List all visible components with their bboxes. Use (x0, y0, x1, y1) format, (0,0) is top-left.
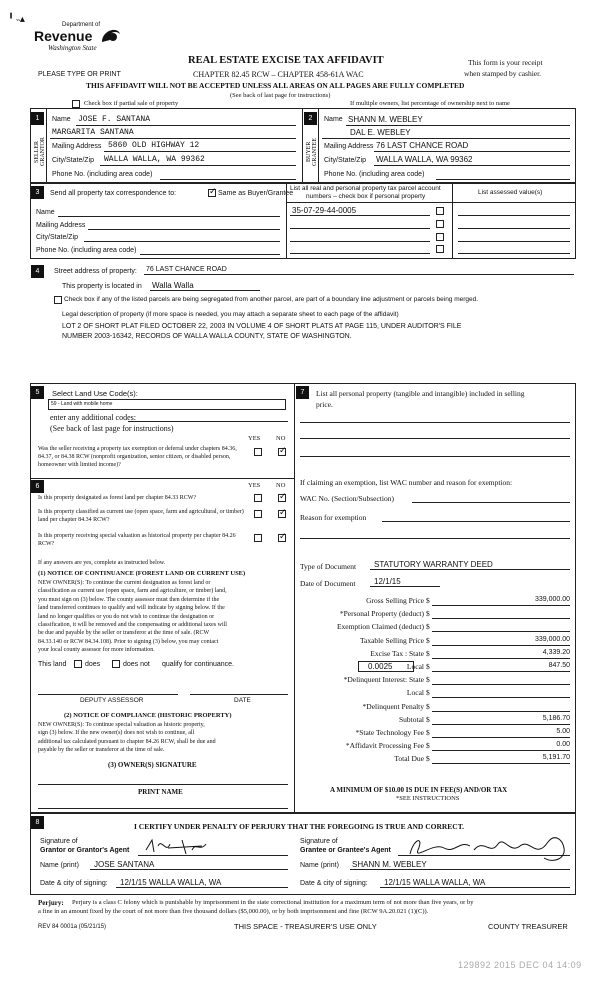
logo-dept-of: Department of (62, 22, 101, 28)
seller-name-label: Name (52, 116, 71, 123)
s5-exemption-yes[interactable] (254, 448, 262, 456)
tax-row-label: *Delinquent Interest: State (343, 675, 424, 684)
seller-mail: 5860 OLD HIGHWAY 12 (108, 141, 200, 150)
assessed-header: List assessed value(s) (478, 189, 543, 196)
s5-see-back: (See back of last page for instructions) (50, 424, 174, 433)
buyer-city: WALLA WALLA, WA 99362 (376, 155, 473, 164)
cashier-stamp: 129892 2015 DEC 04 14:09 (458, 960, 582, 970)
tax-row-label: Exemption Claimed (deduct) (336, 622, 424, 631)
notice-continuance-line: classification as current use (open space, farm and agriculture, or timber) land, (38, 588, 227, 595)
grantor-signature (142, 836, 212, 856)
deputy-assessor-label: DEPUTY ASSESSOR (80, 697, 144, 704)
tax-row-dollar: $ (426, 715, 430, 724)
form-title: REAL ESTATE EXCISE TAX AFFIDAVIT (188, 55, 384, 66)
tax-row-value: 339,000.00 (534, 596, 570, 603)
tax-row-label: *Personal Property (deduct) (339, 609, 424, 618)
notice-continuance-line: 84.33.140 or RCW 84.34.108). Prior to signing (3) below, you may contact (38, 638, 219, 645)
notice-compliance-body (38, 721, 290, 755)
grantee-print-label: Name (print) (300, 862, 339, 869)
s5-no-header: NO (276, 435, 286, 442)
tax-row-dollar: $ (426, 728, 430, 737)
grantor-agent-label: Grantor or Grantor's Agent (40, 847, 130, 854)
tax-row-label: Subtotal (398, 715, 424, 724)
receipt-note-2: when stamped by cashier. (464, 69, 542, 78)
notice-continuance-line: land no longer qualifies or you do not wish to continue the designation or (38, 613, 215, 620)
land-does-label: does (85, 661, 101, 668)
seller-phone-label: Phone No. (including area code) (52, 171, 153, 178)
notice-continuance-line: your local county assessor for more information. (38, 647, 155, 654)
doc-date-label: Date of Document (300, 579, 356, 588)
notice-compliance-title: (2) NOTICE OF COMPLIANCE (HISTORIC PROPERTY) (64, 712, 232, 719)
personal-property-checkbox-3[interactable] (436, 233, 444, 241)
tax-row-dollar: $ (426, 609, 430, 618)
print-name-label: PRINT NAME (138, 788, 183, 796)
logo-revenue: Revenue (34, 28, 93, 44)
county-treasurer-label: COUNTY TREASURER (488, 922, 568, 931)
personal-property-checkbox-4[interactable] (436, 245, 444, 253)
perjury-label: Perjury: (38, 899, 64, 907)
tax-row-line (432, 750, 570, 751)
notice-continuance-line: be due and payable by the seller or transferor at the time of sale. (RCW (38, 630, 210, 637)
local-rate-value: 0.0025 (368, 662, 393, 671)
s6-current-use-no[interactable] (278, 510, 286, 518)
tax-row-line (432, 697, 570, 698)
tax-row-line (432, 737, 570, 738)
dor-logo (34, 22, 124, 66)
s3-mail-label: Mailing Address (36, 222, 86, 229)
notice-continuance-line: classification, it will be removed and the compensating or additional taxes will (38, 622, 227, 629)
partial-sale-label: Check box if partial sale of property (84, 100, 179, 107)
tax-row-label: *Affidavit Processing Fee (345, 741, 424, 750)
scan-mark: ╹ ˵▴ (8, 14, 25, 25)
legal-description-line-2: NUMBER 2003-16342, RECORDS OF WALLA WALLA COUNTY, STATE OF WASHINGTON. (62, 333, 352, 340)
seller-city: WALLA WALLA, WA 99362 (104, 155, 205, 164)
grantor-print-label: Name (print) (40, 862, 79, 869)
reason-exemption-label: Reason for exemption (300, 513, 367, 522)
form-chapters: CHAPTER 82.45 RCW – CHAPTER 458-61A WAC (193, 70, 364, 79)
send-correspondence-label: Send all property tax correspondence to: (50, 190, 177, 197)
same-as-buyer-checkbox[interactable] (208, 189, 216, 197)
seller-name-2: MARGARITA SANTANA (52, 128, 134, 137)
legal-description-label: Legal description of property (if more space is needed, you may attach a separate sheet to each page of the affidavit) (62, 311, 399, 318)
s6-yes-header: YES (248, 482, 261, 489)
grantee-sig-label: Signature of (300, 838, 338, 845)
logo-state: Washington State (48, 44, 97, 52)
notice-compliance-line: payable by the seller or transferor at the time of sale. (38, 747, 165, 754)
tax-row-dollar: $ (426, 702, 430, 711)
buyer-mail: 76 LAST CHANCE ROAD (376, 141, 469, 150)
street-address-label: Street address of property: (54, 268, 137, 275)
tax-row-value: 847.50 (548, 662, 570, 669)
doc-type-value: STATUTORY WARRANTY DEED (374, 560, 493, 569)
tax-row-dollar: $ (426, 622, 430, 631)
tax-row-value: 5,186.70 (542, 715, 570, 722)
tax-row-value: 4,339.20 (542, 649, 570, 656)
tax-row-label: Local (406, 688, 424, 697)
notice-continuance-title: (1) NOTICE OF CONTINUANCE (FOREST LAND OR CURRENT USE) (38, 570, 246, 577)
perjury-text-1: Perjury is a class C felony which is punishable by imprisonment in the state correctional institution for a maximum term of not more than five years, or by (72, 899, 474, 906)
tax-row-label: Gross Selling Price (366, 596, 424, 605)
tax-row-label: *Delinquent Penalty (362, 702, 424, 711)
tax-row-line (432, 684, 570, 685)
located-in-county: Walla Walla (152, 281, 194, 290)
seller-mail-label: Mailing Address (52, 143, 102, 150)
partial-sale-checkbox[interactable] (72, 100, 80, 108)
qualify-label: qualify for continuance. (162, 661, 234, 668)
s5-exemption-no[interactable] (278, 448, 286, 456)
s6-historic-question: Is this property receiving special valuation as historical property per chapter 84.26 RCW? (38, 533, 236, 547)
tax-row-line (432, 724, 570, 725)
tax-row-line (432, 618, 570, 619)
land-use-value: 59 - Land with mobile home (51, 401, 113, 407)
exemption-title: If claiming an exemption, list WAC number and reason for exemption: (300, 478, 513, 487)
tax-row-line (432, 645, 570, 646)
section-6-number: 6 (31, 480, 44, 493)
certify-statement: I CERTIFY UNDER PENALTY OF PERJURY THAT THE FOREGOING IS TRUE AND CORRECT. (134, 822, 465, 831)
minimum-fee-note: A MINIMUM OF $10.00 IS DUE IN FEE(S) AND/OR TAX (330, 786, 508, 794)
tax-row-value: 0.00 (556, 741, 570, 748)
account-header-1: List all real and personal property tax parcel account (290, 185, 441, 192)
grantee-agent-label: Grantee or Grantee's Agent (300, 847, 391, 854)
treasurer-use-label: THIS SPACE - TREASURER'S USE ONLY (234, 922, 377, 931)
tax-row-dollar: $ (426, 741, 430, 750)
segregated-label: Check box if any of the listed parcels are being segregated from another parcel, are part of a boundary line adjustment or parcels being merged. (64, 296, 479, 303)
receipt-note-1: This form is your receipt (468, 58, 543, 67)
section-4-number: 4 (31, 265, 44, 278)
buyer-name-2: DAL E. WEBLEY (350, 128, 411, 137)
tax-row-dollar: $ (426, 675, 430, 684)
tax-row-dollar: $ (426, 649, 430, 658)
owner-signature-label: (3) OWNER(S) SIGNATURE (108, 761, 197, 769)
s6-if-yes: If any answers are yes, complete as instructed below. (38, 560, 166, 566)
section-5-number: 5 (31, 386, 44, 399)
account-header-2: numbers – check box if personal property (306, 193, 426, 200)
tax-row-label: Total Due (394, 754, 424, 763)
section-7-number: 7 (296, 386, 309, 399)
grantee-print-name: SHANN M. WEBLEY (352, 860, 427, 869)
tax-row-label: Excise Tax : State (370, 649, 424, 658)
grantor-print-name: JOSE SANTANA (94, 860, 155, 869)
grantor-date-label: Date & city of signing: (40, 880, 108, 887)
section-2-number: 2 (304, 112, 317, 125)
wac-label: WAC No. (Section/Subsection) (300, 494, 394, 503)
s3-phone-label: Phone No. (including area code) (36, 247, 137, 254)
doc-type-label: Type of Document (300, 562, 357, 571)
grantee-date-label: Date & city of signing: (300, 880, 368, 887)
buyer-city-label: City/State/Zip (324, 157, 367, 164)
tax-row-value: 339,000.00 (534, 636, 570, 643)
seller-side-label: SELLER GRANTOR (34, 137, 46, 167)
notice-compliance-line: sign (3) below. If the new owner(s) does not wish to continue, all (38, 730, 195, 737)
notice-continuance-line: NEW OWNER(S): To continue the current designation as forest land or (38, 580, 211, 586)
personal-property-label-2: price. (316, 400, 333, 409)
section-1-number: 1 (31, 112, 44, 125)
segregated-checkbox[interactable] (54, 296, 62, 304)
land-does-checkbox[interactable] (74, 660, 82, 668)
notice-continuance-body (38, 579, 290, 655)
see-instructions-note: *SEE INSTRUCTIONS (396, 795, 460, 802)
s6-forest-yes[interactable] (254, 494, 262, 502)
s6-no-header: NO (276, 482, 286, 489)
s5-yes-header: YES (248, 435, 261, 442)
buyer-name-1: SHANN M. WEBLEY (348, 115, 423, 124)
tax-row-dollar: $ (426, 596, 430, 605)
tax-row-line (432, 631, 570, 632)
personal-property-label-1: List all personal property (tangible and intangible) included in selling (316, 389, 525, 398)
s5-exemption-question: Was the seller receiving a property tax exemption or deferral under chapters 84.36, 84.37, or 84.38 RCW (nonprofit organization, senior citizen, or disabled person, homeowner with limited income)? (38, 446, 237, 468)
land-use-label: Select Land Use Code(s): (52, 389, 138, 398)
located-in-label: This property is located in (62, 283, 142, 290)
tax-row-line (432, 658, 570, 659)
this-land-label: This land (38, 661, 67, 668)
tax-row-line (432, 763, 570, 764)
grantor-sig-label: Signature of (40, 838, 78, 845)
tax-row-line (432, 605, 570, 606)
multiple-owners-note: If multiple owners, list percentage of ownership next to name (350, 100, 510, 107)
s3-name-label: Name (36, 209, 55, 216)
seller-city-label: City/State/Zip (52, 157, 95, 164)
tax-row-label: *State Technology Fee (355, 728, 424, 737)
personal-property-checkbox-2[interactable] (436, 220, 444, 228)
same-as-buyer-label: Same as Buyer/Grantee (218, 190, 294, 197)
buyer-mail-label: Mailing Address (324, 143, 374, 150)
notice-compliance-line: additional tax calculated pursuant to chapter 84.26 RCW, shall be due and (38, 738, 216, 745)
seller-name-1: JOSE F. SANTANA (78, 115, 151, 124)
s6-current-use-question: Is this property classified as current use (open space, farm and agricultural, or timber) land per chapter 84.34 RCW? (38, 509, 244, 523)
s6-current-use-yes[interactable] (254, 510, 262, 518)
legal-description-line-1: LOT 2 OF SHORT PLAT FILED OCTOBER 22, 2003 IN VOLUME 4 OF SHORT PLATS AT PAGE 115, UNDER AUDITOR'S FILE (62, 323, 462, 330)
land-does-not-label: does not (123, 661, 150, 668)
tax-row-dollar: $ (426, 754, 430, 763)
grantee-date-city: 12/1/15 WALLA WALLA, WA (384, 878, 486, 887)
s6-forest-no[interactable] (278, 494, 286, 502)
land-does-not-checkbox[interactable] (112, 660, 120, 668)
tax-row-dollar: $ (426, 688, 430, 697)
parcel-account-number: 35-07-29-44-0005 (292, 206, 357, 215)
grantor-date-city: 12/1/15 WALLA WALLA, WA (120, 878, 222, 887)
warning-text: THIS AFFIDAVIT WILL NOT BE ACCEPTED UNLESS ALL AREAS ON ALL PAGES ARE FULLY COMPLETED (86, 81, 465, 90)
see-back-note: (See back of last page for instructions) (230, 92, 331, 99)
notice-continuance-line: you must sign on (3) below. The county assessor must then determine if the (38, 596, 220, 603)
personal-property-checkbox-1[interactable] (436, 207, 444, 215)
tax-row-dollar: $ (426, 636, 430, 645)
section-8-number: 8 (31, 816, 44, 829)
additional-codes-label: enter any additional codes: (50, 413, 136, 422)
tax-row-line (432, 671, 570, 672)
s3-city-label: City/State/Zip (36, 234, 79, 241)
grantee-signature (404, 832, 570, 868)
notice-compliance-line: NEW OWNER(S): To continue special valuation as historic property, (38, 722, 205, 728)
buyer-side-label: BUYER GRANTEE (306, 138, 318, 166)
type-or-print: PLEASE TYPE OR PRINT (38, 71, 121, 78)
s6-forest-question: Is this property designated as forest land per chapter 84.33 RCW? (38, 495, 197, 501)
section-3-number: 3 (31, 186, 44, 199)
tax-row-label: Taxable Selling Price (359, 636, 424, 645)
notice-continuance-line: land transferred continues to qualify and will indicate by signing below. If the (38, 605, 225, 612)
tax-row-value: 5.00 (556, 728, 570, 735)
dor-swirl-icon (98, 24, 124, 48)
perjury-text-2: a fine in an amount fixed by the court of not more than five thousand dollars ($5,000.00), or by both imprisonment and fine (RCW 9A.20.021 (1)(C)). (38, 908, 429, 915)
doc-date-value: 12/1/15 (374, 577, 401, 586)
tax-row-line (432, 711, 570, 712)
tax-row-label: Local (406, 662, 424, 671)
street-address: 76 LAST CHANCE ROAD (146, 266, 227, 273)
tax-row-value: 5,191.70 (542, 754, 570, 761)
s6-historic-yes[interactable] (254, 534, 262, 542)
s6-historic-no[interactable] (278, 534, 286, 542)
tax-row-dollar: $ (426, 662, 430, 671)
form-number: REV 84 0001a (05/21/15) (38, 924, 107, 930)
buyer-name-label: Name (324, 116, 343, 123)
assessor-date-label: DATE (234, 697, 251, 704)
buyer-phone-label: Phone No. (including area code) (324, 171, 425, 178)
